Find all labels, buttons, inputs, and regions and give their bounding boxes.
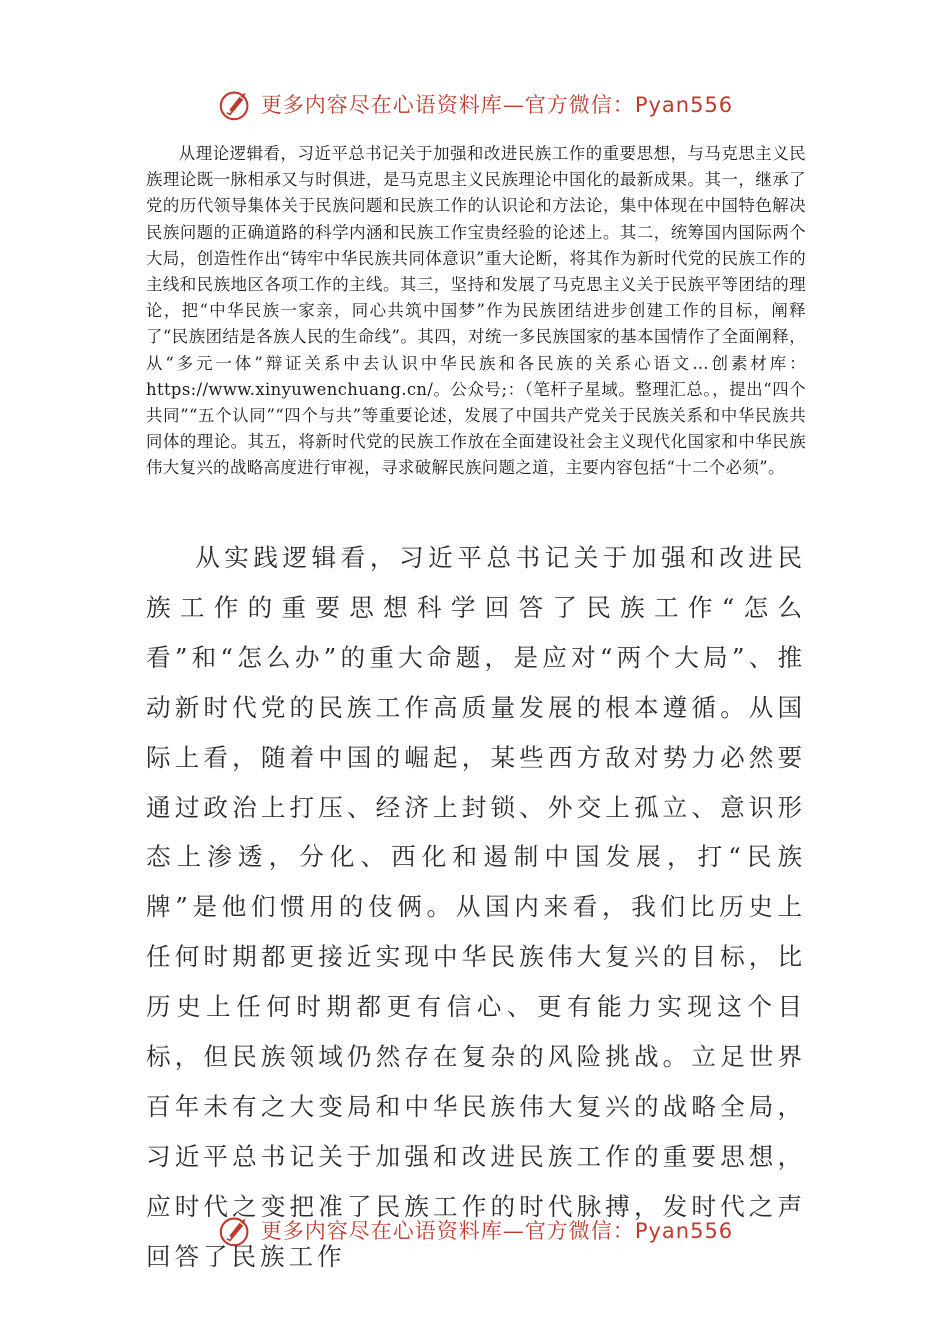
- pen-nib-logo-icon: [217, 85, 255, 123]
- banner-site-text: 更多内容尽在心语资料库: [260, 1219, 503, 1243]
- paragraph-theory-logic: 从理论逻辑看，习近平总书记关于加强和改进民族工作的重要思想，与马克思主义民族理论既一脉相承又与时俱进，是马克思主义民族理论中国化的最新成果。其一，继承了党的历代领导集体关于民族问题和民族工作的认识论和方法论，集中体现在中国特色解决民族问题的正确道路的科学内涵和民族工作宝贵经验的论述上。其二，统筹国内国际两个大局，创造性作出“铸牢中华民族共同体意识”重大论断，将其作为新时代党的民族工作的主线和民族地区各项工作的主线。其三，坚持和发展了马克思主义关于民族平等团结的理论，把“中华民族一家亲，同心共筑中国梦”作为民族团结进步创建工作的目标，阐释了“民族团结是各族人民的生命线”。其四，对统一多民族国家的基本国情作了全面阐释，从“多元一体”辩证关系中去认识中华民族和各民族的关系心语文…创素材库：https://www.xinyuwenchuang.cn/。公众号;：（笔杆子星域。整理汇总。，提出“四个共同”“五个认同”“四个与共”等重要论述，发展了中国共产党关于民族关系和中华民族共同体的理论。其五，将新时代党的民族工作放在全面建设社会主义现代化国家和中华民族伟大复兴的战略高度进行审视，寻求破解民族问题之道，主要内容包括“十二个必须”。: [146, 144, 806, 478]
- banner-separator: —: [502, 1219, 525, 1243]
- banner-separator: —: [502, 93, 525, 117]
- banner-site-text: 更多内容尽在心语资料库: [260, 93, 503, 117]
- header-banner: [0, 82, 950, 126]
- pen-nib-logo-icon: [217, 1211, 255, 1249]
- banner-wechat-id: Pyan556: [634, 1219, 734, 1243]
- banner-caption: [261, 89, 733, 119]
- banner-wechat-label: 官方微信：: [524, 1219, 635, 1243]
- banner-caption: [261, 1215, 733, 1245]
- banner-wechat-id: Pyan556: [634, 93, 734, 117]
- footer-banner: [0, 1208, 950, 1252]
- paragraph-practice-logic: 从实践逻辑看，习近平总书记关于加强和改进民族工作的重要思想科学回答了民族工作“怎么看”和“怎么办”的重大命题，是应对“两个大局”、推动新时代党的民族工作高质量发展的根本遵循。从国际上看，随着中国的崛起，某些西方敌对势力必然要通过政治上打压、经济上封锁、外交上孤立、意识形态上渗透，分化、西化和遏制中国发展，打“民族牌”是他们惯用的伎俩。从国内来看，我们比历史上任何时期都更接近实现中华民族伟大复兴的目标，比历史上任何时期都更有信心、更有能力实现这个目标，但民族领域仍然存在复杂的风险挑战。立足世界百年未有之大变局和中华民族伟大复兴的战略全局，习近平总书记关于加强和改进民族工作的重要思想，应时代之变把准了民族工作的时代脉搏，发时代之声回答了民族工作: [146, 543, 806, 1271]
- banner-wechat-label: 官方微信：: [524, 93, 635, 117]
